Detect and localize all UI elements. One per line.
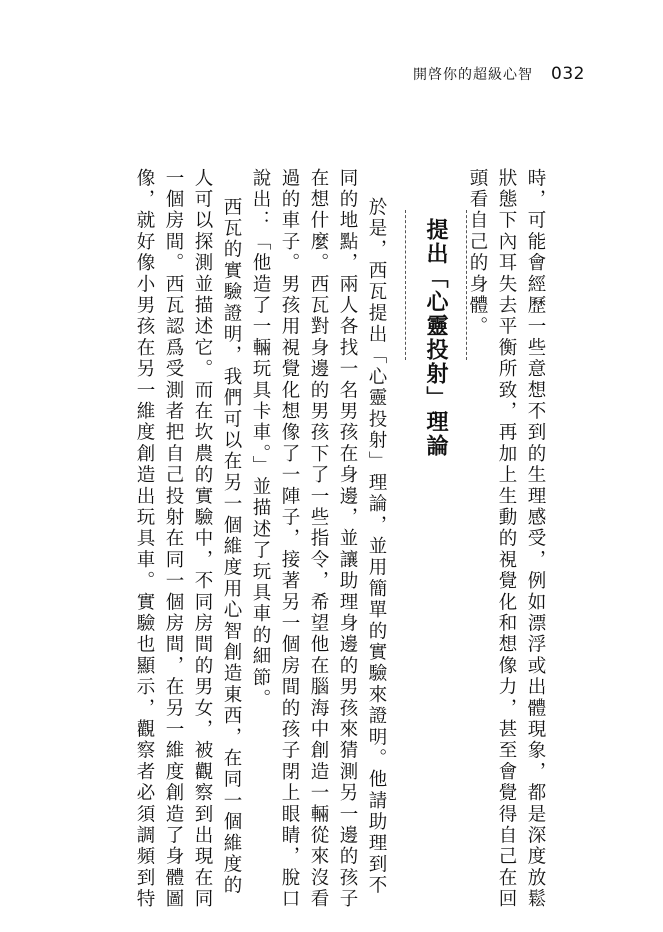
text-column-12: 像，就好像小男孩在另一維度創造出玩具車。實驗也顯示，觀察者必須調頻到特 [134,168,155,910]
text-column-5: 同的地點，兩人各找一名男孩在身邊，並讓助理身邊的男孩來猜測另一邊的孩子 [337,168,358,910]
text-column-9: 西瓦的實驗證明，我們可以在另一個維度用心智創造東西，在同一個維度的 [221,197,242,897]
page-header [413,64,585,84]
section-heading: 提出「心靈投射」理論 [423,218,448,458]
text-column-7: 過的車子。男孩用視覺化想像了一陣子，接著另一個房間的孩子閉上眼睛，脫口 [279,168,300,910]
book-title: 開啓你的超級心智 [413,67,534,83]
section-heading-box [405,210,467,458]
text-column-10: 人可以探測並描述它。而在坎農的實驗中，不同房間的男女，被觀察到出現在同 [192,168,213,910]
text-column-3: 頭看自己的身體。 [467,168,488,338]
text-column-1: 時，可能會經歷一些意想不到的生理感受，例如漂浮或出體現象，都是深度放鬆 [525,168,546,910]
text-column-8: 說出：「他造了一輛玩具卡車。」並描述了玩具車的細節。 [250,168,271,710]
page-number: 032 [551,64,585,84]
text-column-11: 一個房間。西瓦認爲受測者把自己投射在同一個房間，在另一維度創造了身體圖 [163,168,184,910]
text-column-2: 狀態下內耳失去平衡所致，再加上生動的視覺化和想像力，甚至會覺得自己在回 [496,168,517,910]
text-column-6: 在想什麼。西瓦對身邊的男孩下了一些指令，希望他在腦海中創造一輛從來沒看 [308,168,329,910]
text-column-4: 於是，西瓦提出「心靈投射」理論，並用簡單的實驗來證明。他請助理到不 [366,197,387,897]
